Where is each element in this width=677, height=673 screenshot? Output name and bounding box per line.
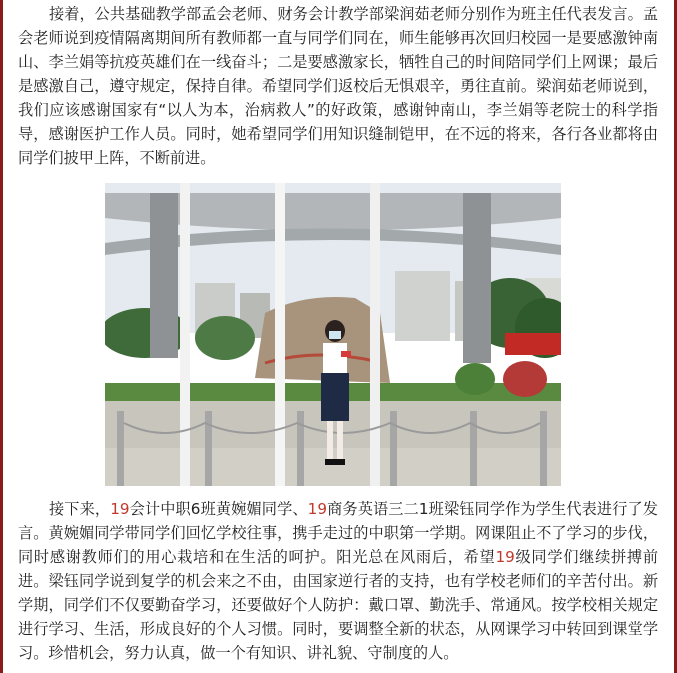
- highlight-grade-19: 19: [307, 500, 327, 518]
- highlight-grade-19: 19: [495, 548, 515, 566]
- paragraph-student-speeches: [18, 497, 658, 665]
- text-run: 商务英语三二1班梁钰同学作为学生代表进行了发言。黄婉媚同学带同学们回忆学校往事，携手走过的中职第一学期。网课阻止不了学习的步伐，同时感谢教师们的用心栽培和在生活的呵护。阳光总在风雨后，希望: [18, 500, 658, 566]
- highlight-grade-19: 19: [110, 500, 130, 518]
- text-run: 级同学们继续拼搏前进。梁钰同学说到复学的机会来之不由，由国家逆行者的支持，也有学校老师们的辛苦付出。新学期，同学们不仅要勤奋学习，还要做好个人防护：戴口罩、勤洗手、常通风。按学校相关规定进行学习、生活，形成良好的个人习惯。同时，要调整全新的状态，从网课学习中转回到课堂学习。珍惜机会，努力认真，做一个有知识、讲礼貌、守制度的人。: [18, 548, 659, 662]
- paragraph-teacher-speeches: 接着，公共基础教学部孟会老师、财务会计教学部梁润茹老师分别作为班主任代表发言。孟会老师说到疫情隔离期间所有教师都一直与同学们同在，师生能够再次回归校园一是要感激钟南山、李兰娟等抗疫英雄们在一线奋斗；二是要感激家长，牺牲自己的时间陪同学们上网课；最后是感激自己，遵守规定，保持自律。希望同学们返校后无惧艰辛，勇往直前。梁润茹老师说到，我们应该感谢国家有“以人为本，治病救人”的好政策，感谢钟南山，李兰娟等老院士的科学指导，感谢医护工作人员。同时，她希望同学们用知识缝制铠甲，在不远的将来，各行各业都将由同学们披甲上阵，不断前进。: [18, 5, 658, 167]
- text-run: 接下来，: [49, 500, 111, 518]
- text-run: 会计中职6班黄婉媚同学、: [129, 500, 308, 518]
- left-border: [0, 0, 3, 673]
- ceremony-photo: [105, 183, 561, 486]
